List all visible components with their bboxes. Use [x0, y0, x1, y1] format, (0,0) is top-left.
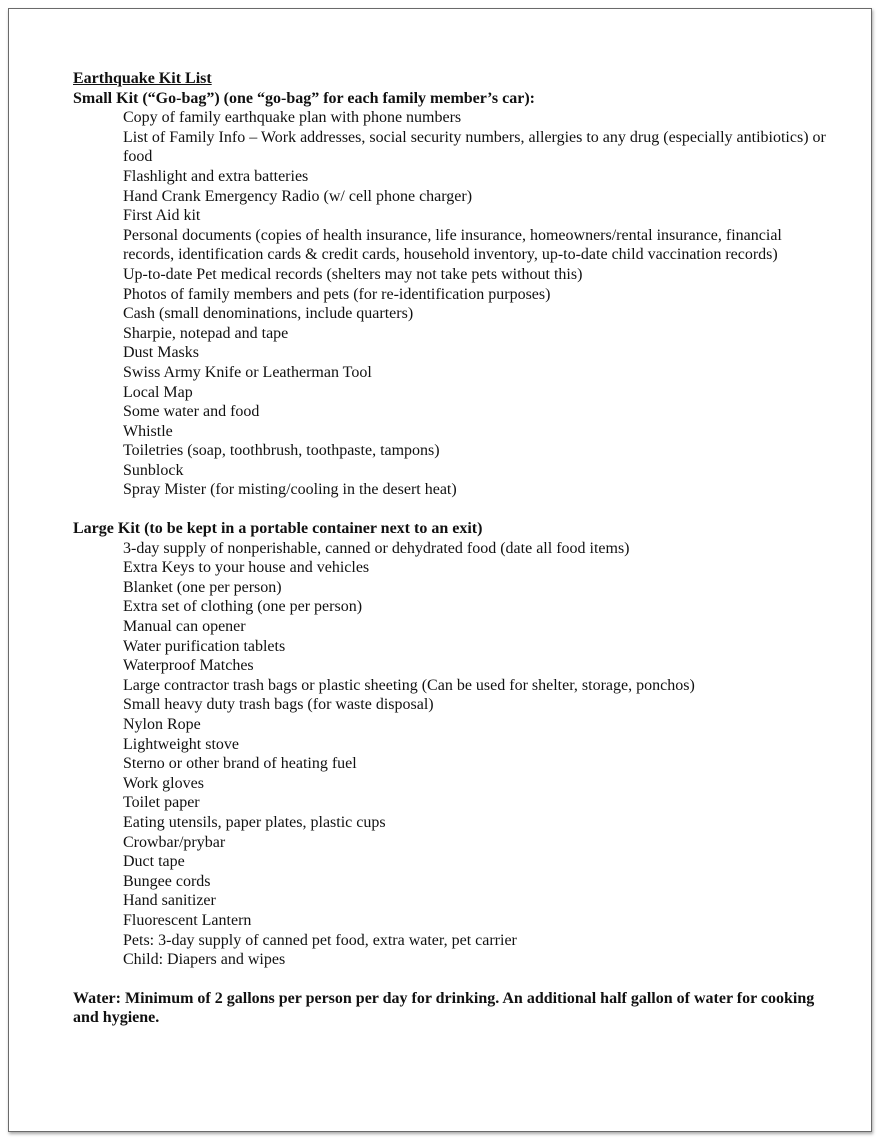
list-item: Duct tape: [123, 853, 185, 871]
list-item: Cash (small denominations, include quarters): [123, 305, 414, 323]
list-item: Fluorescent Lantern: [123, 911, 252, 929]
section-spacer: [73, 500, 833, 519]
list-item: Small heavy duty trash bags (for waste disposal): [123, 696, 434, 714]
list-item: Large contractor trash bags or plastic sheeting (Can be used for shelter, storage, ponchos): [123, 676, 695, 694]
list-item: Local Map: [123, 383, 193, 401]
list-item: Spray Mister (for misting/cooling in the desert heat): [123, 481, 457, 499]
list-item: Extra set of clothing (one per person): [123, 598, 363, 616]
list-item: Blanket (one per person): [123, 578, 282, 596]
large-kit-heading: Large Kit (to be kept in a portable container next to an exit): [73, 520, 483, 538]
list-item: Toiletries (soap, toothbrush, toothpaste, tampons): [123, 442, 440, 460]
list-item: List of Family Info – Work addresses, social security numbers, allergies to any drug (especially antibiotics) or food: [123, 128, 826, 166]
list-item: Toilet paper: [123, 794, 200, 812]
document-title: Earthquake Kit List: [73, 70, 212, 87]
list-item: Waterproof Matches: [123, 657, 254, 675]
list-item: Hand Crank Emergency Radio (w/ cell phone charger): [123, 187, 473, 205]
list-item: Photos of family members and pets (for re-identification purposes): [123, 285, 551, 303]
small-kit-list: [73, 108, 833, 500]
section-spacer: [73, 970, 833, 989]
list-item: Crowbar/prybar: [123, 833, 226, 851]
large-kit-list: [73, 539, 833, 970]
list-item: Extra Keys to your house and vehicles: [123, 559, 370, 577]
list-item: Work gloves: [123, 774, 204, 792]
list-item: Up-to-date Pet medical records (shelters may not take pets without this): [123, 265, 583, 283]
list-item: Sharpie, notepad and tape: [123, 324, 289, 342]
list-item: Flashlight and extra batteries: [123, 167, 309, 185]
list-item: Water purification tablets: [123, 637, 286, 655]
list-item: Sunblock: [123, 461, 184, 479]
list-item: Copy of family earthquake plan with phone numbers: [123, 109, 462, 127]
list-item: Personal documents (copies of health insurance, life insurance, homeowners/rental insurance, financial records, identification cards & credit cards, household inventory, up-to-date child vaccination records): [123, 226, 782, 264]
list-item: Pets: 3-day supply of canned pet food, extra water, pet carrier: [123, 931, 517, 949]
list-item: 3-day supply of nonperishable, canned or dehydrated food (date all food items): [123, 539, 630, 557]
small-kit-heading: Small Kit (“Go-bag”) (one “go-bag” for each family member’s car):: [73, 89, 535, 107]
list-item: Manual can opener: [123, 618, 246, 636]
document-body: [73, 69, 833, 1028]
list-item: Sterno or other brand of heating fuel: [123, 755, 357, 773]
water-note: Water: Minimum of 2 gallons per person per day for drinking. An additional half gallon of water for cooking and hygiene.: [73, 989, 815, 1027]
list-item: Bungee cords: [123, 872, 211, 890]
list-item: Whistle: [123, 422, 173, 440]
list-item: Dust Masks: [123, 344, 200, 362]
list-item: Some water and food: [123, 403, 260, 421]
list-item: Eating utensils, paper plates, plastic cups: [123, 813, 386, 831]
list-item: Nylon Rope: [123, 716, 201, 733]
document-page: [8, 8, 872, 1132]
list-item: Lightweight stove: [123, 735, 239, 753]
list-item: First Aid kit: [123, 207, 201, 225]
list-item: Swiss Army Knife or Leatherman Tool: [123, 363, 372, 381]
list-item: Child: Diapers and wipes: [123, 951, 286, 969]
list-item: Hand sanitizer: [123, 892, 216, 910]
